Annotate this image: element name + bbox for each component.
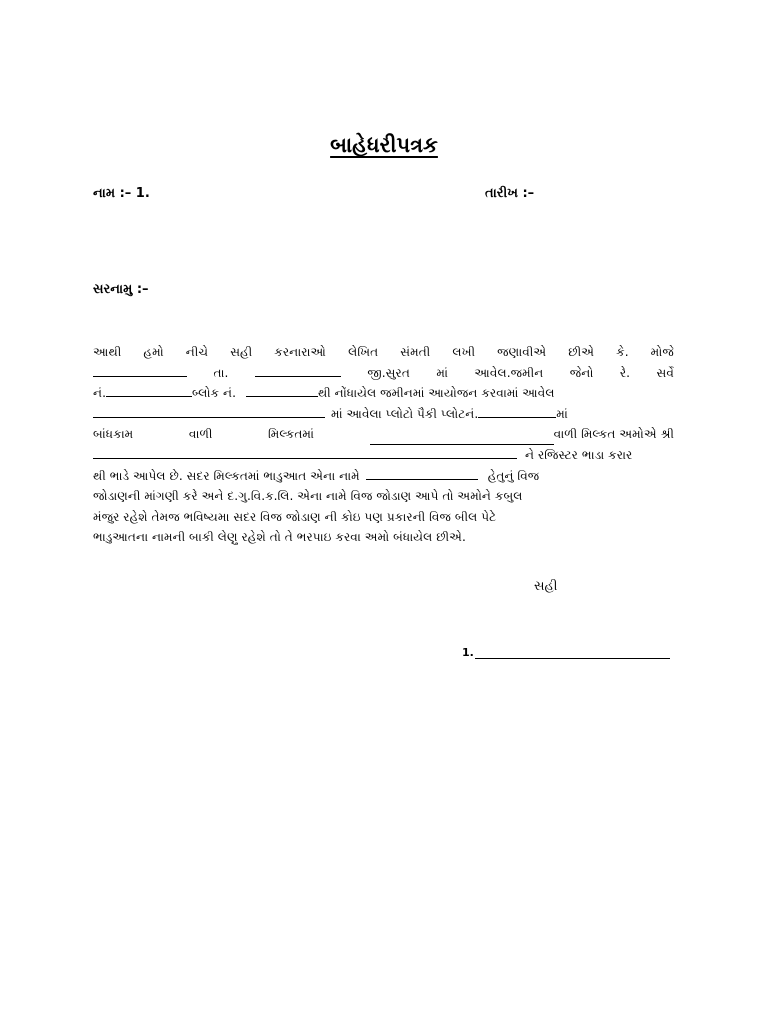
body-text-segment: હેતુનું વિજ: [487, 468, 540, 483]
signature-number: 1.: [462, 646, 474, 659]
body-word: લખી: [452, 345, 476, 359]
body-word: સર્વે: [656, 365, 674, 380]
body-word: તા.: [213, 365, 229, 380]
body-word: હમો: [143, 345, 164, 359]
body-line-4: [93, 404, 674, 425]
document-title: બાહેધરીપત્રક: [330, 133, 438, 157]
name-label: નામ :– 1.: [93, 186, 150, 201]
body-text-segment: નં.: [93, 386, 106, 401]
body-word: માં: [436, 365, 448, 380]
declaration-body: [93, 342, 674, 548]
address-label: સરનામુ :–: [93, 282, 149, 297]
body-text-segment: થી ભાડે આપેલ છે. સદર મિલ્કતમાં ભાડુઆત એના નામે: [93, 468, 360, 483]
blank-signature: [475, 646, 670, 659]
body-text-segment: ને રજિસ્ટર ભાડા કરાર: [525, 447, 633, 462]
body-word: સંમતી: [400, 345, 431, 359]
body-word: જેનો: [569, 365, 594, 380]
body-word: રે.: [619, 365, 631, 380]
body-word: આવેલ.જમીન: [474, 365, 544, 380]
body-word: બાંધકામ: [93, 427, 134, 442]
body-word: જણાવીએ: [497, 345, 547, 359]
blank-plot-number: [478, 404, 556, 418]
body-text-segment: બ્લોક નં.: [191, 386, 236, 401]
blank-survey-number: [106, 383, 192, 397]
body-text-segment: માં આવેલા પ્લોટો પૈકી પ્લોટનં.: [331, 406, 479, 421]
body-word: વાળી: [188, 427, 213, 442]
blank-block-number: [246, 383, 318, 397]
body-line-2: [93, 363, 674, 384]
body-line-1: [93, 342, 674, 363]
signature-line: [462, 646, 670, 659]
body-word: લેખિત: [348, 345, 379, 359]
date-label: તારીખ :–: [485, 186, 535, 201]
body-line-5: [93, 424, 674, 445]
body-word: મિલ્કતમાં: [268, 427, 315, 442]
signature-label: સહી: [534, 579, 558, 594]
blank-village: [93, 363, 187, 377]
body-text-segment: ભાડુઆતના નામની બાકી લેણુ રહેશે તો તે ભરપાઇ કરવા અમો બંધાયેલ છીએ.: [93, 530, 466, 545]
body-word: કરનારાઓ: [274, 345, 327, 359]
body-word: આથી: [93, 345, 122, 359]
body-word: સહી: [230, 345, 253, 359]
body-line-8: [93, 486, 674, 507]
body-line-9: [93, 507, 674, 528]
blank-purpose: [366, 466, 478, 480]
body-word: મોજે: [650, 345, 674, 359]
body-line-6: [93, 445, 674, 466]
blank-property-type: [370, 431, 554, 445]
body-line-10: [93, 527, 674, 548]
body-text-segment: વાળી મિલ્કત અમોએ શ્રી: [553, 427, 674, 442]
body-text-segment: થી નોંધાયેલ જમીનમાં આયોજન કરવામાં આવેલ: [317, 386, 555, 401]
blank-tenant-name: [93, 445, 517, 459]
blank-taluka: [255, 363, 341, 377]
body-text-segment: મંજુર રહેશે તેમજ ભવિષ્યમા સદર વિજ જોડાણ ની કોઇ પણ પ્રકારની વિજ બીલ પેટે: [93, 509, 497, 524]
body-word: નીચે: [185, 345, 209, 359]
body-text-segment: માં: [556, 406, 568, 421]
body-word: કે.: [616, 345, 629, 359]
body-word: જી.સુરત: [367, 365, 410, 380]
blank-scheme-name: [93, 404, 325, 418]
body-line-7: [93, 466, 674, 487]
body-word: છીએ: [568, 345, 595, 359]
body-line-3: [93, 383, 674, 404]
body-text-segment: જોડાણની માંગણી કરે અને દ.ગુ.વિ.ક.લિ. એના નામે વિજ જોડાણ આપે તો અમોને કબુલ: [93, 489, 523, 504]
